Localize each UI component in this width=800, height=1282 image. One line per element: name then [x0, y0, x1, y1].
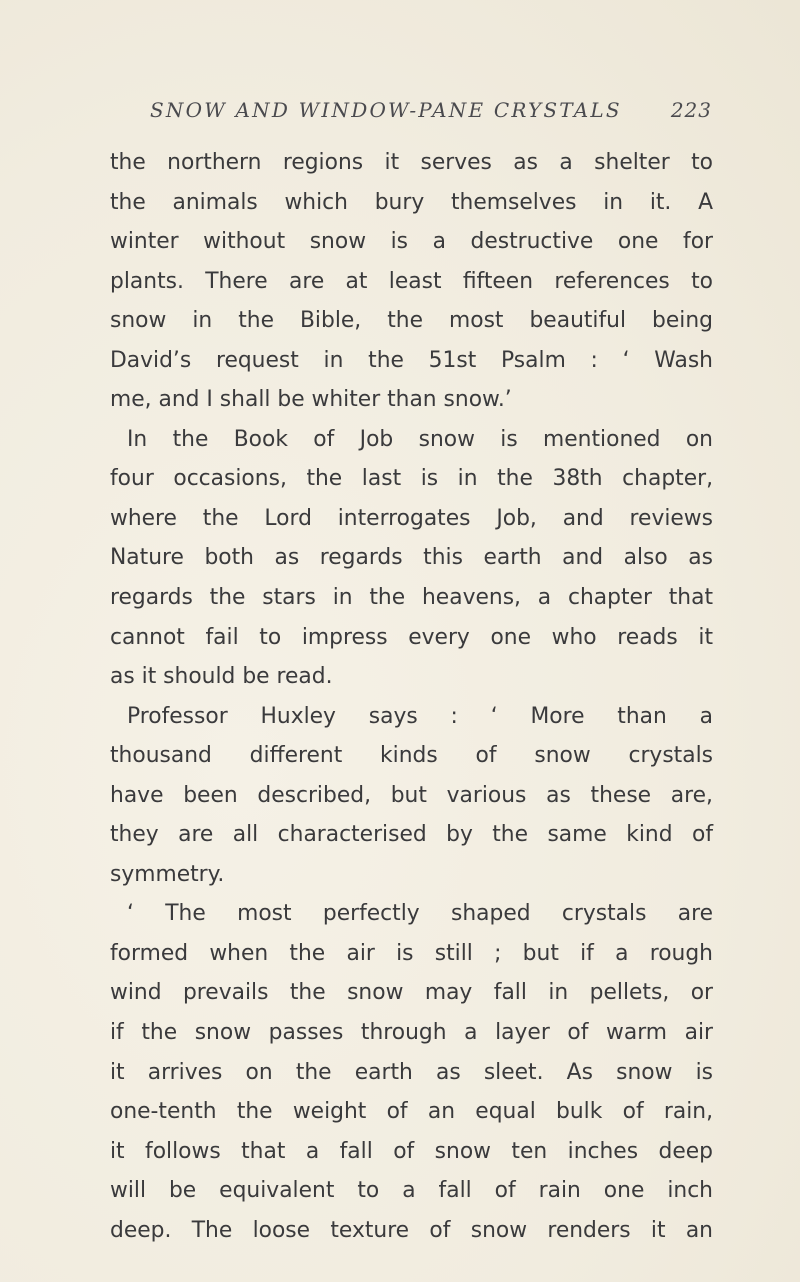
- text-line: thousand different kinds of snow crystals: [110, 743, 713, 769]
- running-title: SNOW AND WINDOW-PANE CRYSTALS: [150, 98, 622, 122]
- text-line: have been described, but various as these are,: [110, 782, 713, 808]
- page-number: 223: [670, 98, 712, 122]
- text-line: Professor Huxley says : ‘ More than a: [127, 703, 713, 729]
- text-line: symmetry.: [110, 861, 225, 887]
- text-line: they are all characterised by the same kind of: [110, 822, 713, 848]
- text-line: if the snow passes through a layer of warm air: [110, 1020, 713, 1046]
- text-line: wind prevails the snow may fall in pellets, or: [110, 980, 713, 1006]
- text-line: cannot fail to impress every one who reads it: [110, 624, 713, 650]
- text-line: me, and I shall be whiter than snow.’: [110, 387, 512, 413]
- text-line: plants. There are at least fifteen references to: [110, 268, 713, 294]
- text-line: In the Book of Job snow is mentioned on: [127, 426, 713, 452]
- text-line: David’s request in the 51st Psalm : ‘ Wash: [110, 347, 713, 373]
- text-line: formed when the air is still ; but if a rough: [110, 940, 713, 966]
- text-line: where the Lord interrogates Job, and reviews: [110, 505, 713, 531]
- text-line: the animals which bury themselves in it. A: [110, 189, 713, 215]
- text-line: Nature both as regards this earth and also as: [110, 545, 713, 571]
- text-line: deep. The loose texture of snow renders it an: [110, 1217, 713, 1243]
- body-text: [110, 143, 713, 1250]
- text-line: ‘ The most perfectly shaped crystals are: [127, 901, 713, 927]
- text-line: one-tenth the weight of an equal bulk of rain,: [110, 1099, 713, 1125]
- running-header: [150, 98, 712, 132]
- text-line: four occasions, the last is in the 38th chapter,: [110, 466, 713, 492]
- text-line: regards the stars in the heavens, a chapter that: [110, 585, 713, 611]
- text-line: as it should be read.: [110, 664, 333, 690]
- text-line: will be equivalent to a fall of rain one inch: [110, 1178, 713, 1204]
- text-line: snow in the Bible, the most beautiful being: [110, 308, 713, 334]
- text-line: the northern regions it serves as a shelter to: [110, 150, 713, 175]
- text-line: it arrives on the earth as sleet. As snow is: [110, 1059, 713, 1085]
- text-line: it follows that a fall of snow ten inches deep: [110, 1138, 713, 1164]
- text-line: winter without snow is a destructive one for: [110, 229, 713, 255]
